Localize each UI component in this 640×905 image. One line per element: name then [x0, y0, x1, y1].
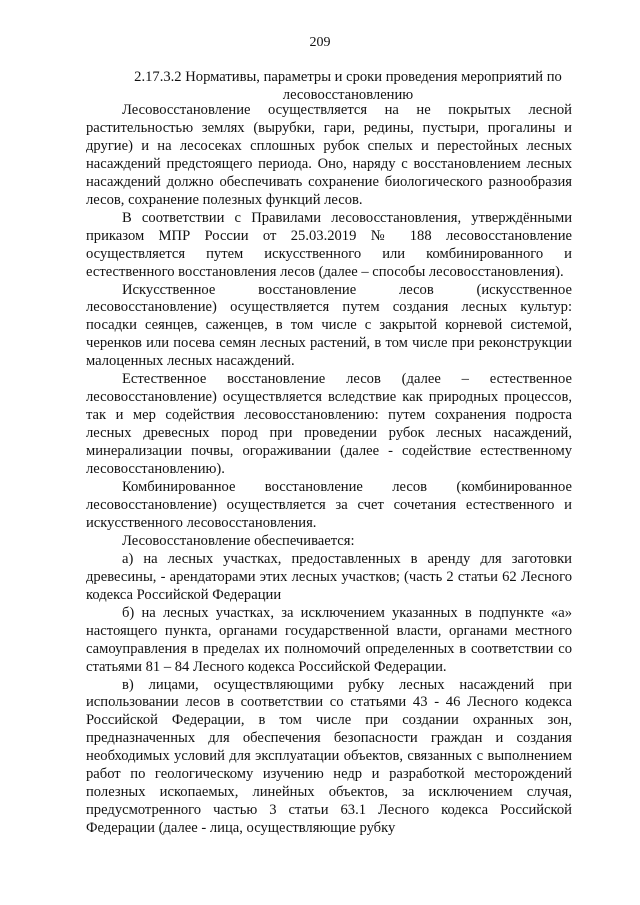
paragraph-provided-by: Лесовосстановление обеспечивается:	[122, 532, 355, 549]
list-item-a: а) на лесных участках, предоставленных в аренду для заготовки древесины, - арендаторами этих лесных участков; (часть 2 статьи 62 Лесного кодекса Российской Федерации	[86, 550, 572, 603]
section-heading: 2.17.3.2 Нормативы, параметры и сроки проведения мероприятий по лесовосстановлению	[134, 69, 562, 103]
paragraph-natural-reforestation: Естественное восстановление лесов (далее – естественное лесовосстановление) осуществляется вследствие как природных процессов, так и мер содействия лесовосстановлению: путем сохранения подроста лесных древесных пород при проведении рубок лесных насаждений, минерализации почвы, огораживании (далее - содействие естественному лесовосстановлению).	[86, 371, 572, 478]
document-body	[86, 102, 572, 838]
list-item-b: б) на лесных участках, за исключением указанных в подпункте «а» настоящего пункта, органами государственной власти, органами местного самоуправления в пределах их полномочий определенных в соответствии со статьями 81 – 84 Лесного кодекса Российской Федерации.	[86, 604, 572, 675]
paragraph-combined-reforestation: Комбинированное восстановление лесов (комбинированное лесовосстановление) осуществляется за счет сочетания естественного и искусственного лесовосстановления.	[86, 479, 572, 531]
paragraph-artificial-reforestation: Искусственное восстановление лесов (искусственное лесовосстановление) осуществляется путем создания лесных культур: посадки сеянцев, саженцев, в том числе с закрытой корневой системой, черенков или посева семян лесных растений, в том числе при реконструкции малоценных лесных насаждений.	[86, 281, 572, 370]
paragraph-reforestation-rules: В соответствии с Правилами лесовосстановления, утверждёнными приказом МПР России от 25.03.2019 № 188 лесовосстановление осуществляется путем искусственного или комбинированного и естественного восстановления лесов (далее – способы лесовосстановления).	[86, 209, 572, 280]
page-number: 209	[309, 35, 331, 50]
list-item-c: в) лицами, осуществляющими рубку лесных насаждений при использовании лесов в соответствии со статьями 43 - 46 Лесного кодекса Российской Федерации, в том числе при создании охранных зон, предназначенных для обеспечения безопасности граждан и создания необходимых условий для эксплуатации объектов, связанных с выполнением работ по геологическому изучению недр и разработкой месторождений полезных ископаемых, линейных объектов, за исключением случая, предусмотренного частью 3 статьи 63.1 Лесного кодекса Российской Федерации (далее - лица, осуществляющие рубку	[86, 676, 572, 837]
paragraph-reforestation-intro: Лесовосстановление осуществляется на не покрытых лесной растительностью землях (вырубки, гари, редины, пустыри, прогалины и другие) и на лесосеках сплошных рубок спелых и перестойных лесных насаждений предстоящего периода. Оно, наряду с восстановлением лесных насаждений должно обеспечивать сохранение биологического разнообразия лесов, сохранение полезных функций лесов.	[86, 102, 572, 208]
